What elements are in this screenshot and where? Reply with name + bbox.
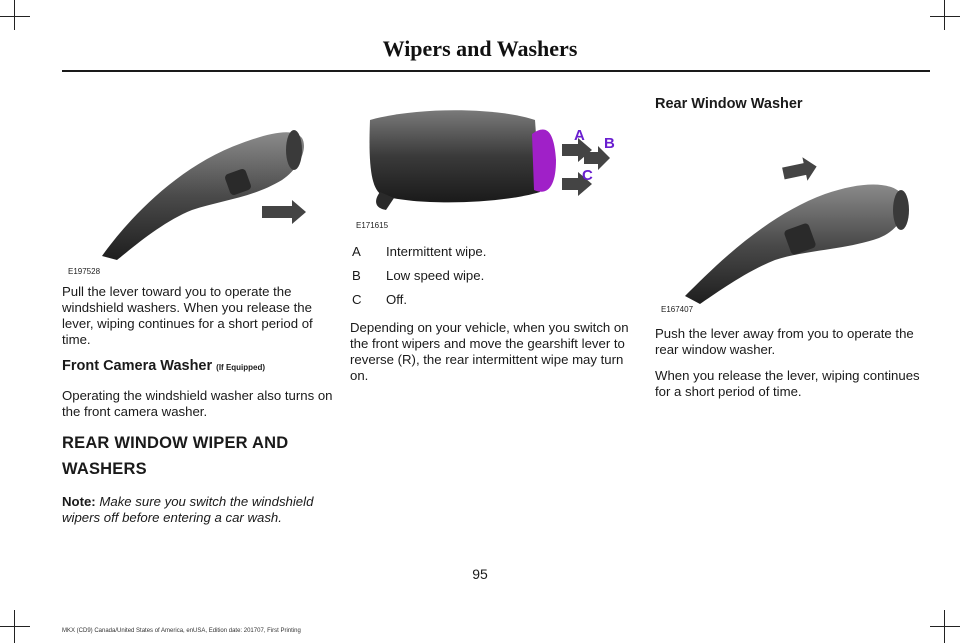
push-lever-text: Push the lever away from you to operate the rear window washer. xyxy=(655,326,914,357)
legend-key: C xyxy=(352,292,362,307)
section-heading: REAR WINDOW WIPER AND WASHERS xyxy=(62,434,289,478)
washer-lever-push-figure xyxy=(655,126,935,316)
header-divider xyxy=(62,70,930,72)
reverse-gear-note: Depending on your vehicle, when you switch on the front wipers and move the gearshift lever to reverse (R), the rear intermittent wipe may turn on. xyxy=(350,320,629,383)
legend-key: A xyxy=(352,244,361,259)
crop-mark xyxy=(930,16,960,17)
note-text: Make sure you switch the windshield wipers off before entering a car wash. xyxy=(62,494,314,525)
legend-row xyxy=(350,292,630,308)
rear-window-washer-heading: Rear Window Washer xyxy=(655,96,803,112)
legend xyxy=(350,244,630,308)
figure-code: E167407 xyxy=(661,305,694,314)
release-lever-text: When you release the lever, wiping continues for a short period of time. xyxy=(655,368,920,399)
lever-pull-illustration xyxy=(62,88,342,278)
washer-lever-pull-figure xyxy=(62,88,342,278)
crop-mark xyxy=(930,626,960,627)
legend-row xyxy=(350,244,630,260)
middle-column xyxy=(350,100,630,394)
page-title: Wipers and Washers xyxy=(382,36,578,61)
front-camera-washer-heading xyxy=(62,358,342,374)
crop-mark xyxy=(0,626,30,627)
left-column xyxy=(62,88,342,536)
if-equipped-qualifier: (If Equipped) xyxy=(216,363,266,372)
footer-edition-info: MKX (CD9) Canada/United States of America, enUSA, Edition date: 201707, First Printing xyxy=(62,628,301,634)
washer-instructions: Pull the lever toward you to operate the windshield washers. When you release the lever, wiping continues for a short period of time. xyxy=(62,284,313,347)
wiper-switch-figure xyxy=(350,100,630,232)
note xyxy=(62,494,342,526)
legend-text: Intermittent wipe. xyxy=(386,244,487,259)
heading-text: Front Camera Washer xyxy=(62,358,213,374)
callout-b: B xyxy=(604,135,615,152)
figure-code: E197528 xyxy=(68,267,101,276)
note-label: Note: xyxy=(62,494,96,509)
front-camera-text: Operating the windshield washer also turns on the front camera washer. xyxy=(62,388,333,419)
callout-a: A xyxy=(574,127,585,144)
legend-text: Off. xyxy=(386,292,408,307)
legend-row xyxy=(350,268,630,284)
legend-text: Low speed wipe. xyxy=(386,268,485,283)
page-number: 95 xyxy=(472,566,488,582)
crop-mark xyxy=(944,0,945,30)
legend-key: B xyxy=(352,268,361,283)
crop-mark xyxy=(14,0,15,30)
lever-push-illustration xyxy=(655,126,935,316)
callout-c: C xyxy=(582,167,593,184)
wiper-switch-illustration xyxy=(350,100,630,232)
crop-mark xyxy=(0,16,30,17)
figure-code: E171615 xyxy=(356,221,389,230)
right-column xyxy=(655,96,935,410)
